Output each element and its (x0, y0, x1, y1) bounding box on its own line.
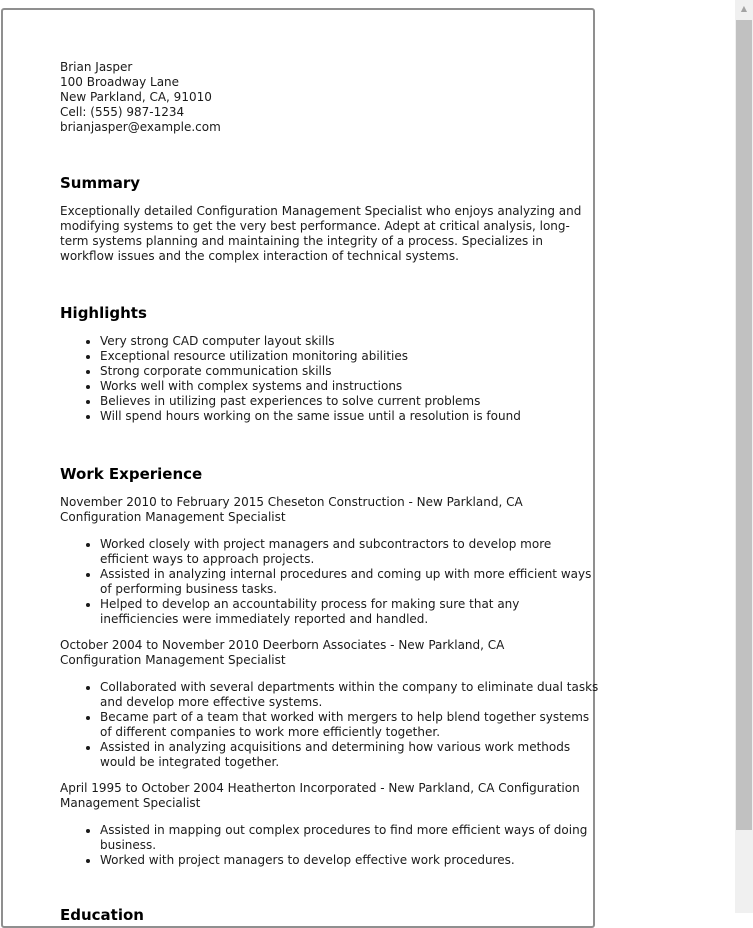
summary-section (60, 174, 600, 264)
scroll-up-arrow-icon[interactable]: ▲ (740, 4, 748, 13)
scrollbar-thumb[interactable] (736, 20, 752, 830)
job-bullets (60, 823, 600, 868)
job-bullet: • Worked closely with project managers and subcontractors to develop more efficient ways to approach projects. (100, 537, 600, 567)
job-entry (60, 781, 600, 868)
highlight-item: • Strong corporate communication skills (100, 364, 600, 379)
education-section (60, 906, 600, 924)
vertical-scrollbar[interactable] (735, 0, 753, 913)
highlights-section (60, 304, 600, 424)
job-bullets (60, 680, 600, 770)
contact-block (60, 60, 600, 135)
job-bullet: • Collaborated with several departments within the company to eliminate dual tasks and develop more effective systems. (100, 680, 600, 710)
highlight-item: • Will spend hours working on the same issue until a resolution is found (100, 409, 600, 424)
job-header: November 2010 to February 2015 Cheseton Construction - New Parkland, CA Configuration Management Specialist (60, 495, 523, 524)
job-bullet: • Became part of a team that worked with mergers to help blend together systems of different companies to work more efficiently together. (100, 710, 600, 740)
job-bullet: • Worked with project managers to develop effective work procedures. (100, 853, 600, 868)
highlight-item: • Works well with complex systems and instructions (100, 379, 600, 394)
resume-page (1, 8, 599, 928)
resume-content (60, 60, 600, 924)
job-header: April 1995 to October 2004 Heatherton Incorporated - New Parkland, CA Configuration Management Specialist (60, 781, 580, 810)
contact-city: New Parkland, CA, 91010 (60, 90, 212, 104)
contact-email: brianjasper@example.com (60, 120, 221, 134)
contact-street: 100 Broadway Lane (60, 75, 180, 89)
contact-name: Brian Jasper (60, 60, 133, 74)
summary-heading: Summary (60, 174, 141, 192)
job-bullet: • Assisted in mapping out complex procedures to find more efficient ways of doing business. (100, 823, 600, 853)
work-experience-section (60, 465, 600, 868)
highlight-item: • Believes in utilizing past experiences to solve current problems (100, 394, 600, 409)
highlight-item: • Very strong CAD computer layout skills (100, 334, 600, 349)
highlights-list (60, 334, 600, 424)
job-entry (60, 495, 600, 627)
summary-text: Exceptionally detailed Configuration Management Specialist who enjoys analyzing and modifying systems to get the very best performance. Adept at critical analysis, long-term systems planning and maintaining the integrity of a process. Specializes in workflow issues and the complex interaction of technical systems. (60, 204, 582, 263)
highlights-heading: Highlights (60, 304, 147, 322)
education-heading: Education (60, 906, 144, 924)
job-bullet: • Assisted in analyzing internal procedures and coming up with more efficient ways of performing business tasks. (100, 567, 600, 597)
work-experience-heading: Work Experience (60, 465, 203, 483)
job-bullet: • Assisted in analyzing acquisitions and determining how various work methods would be integrated together. (100, 740, 600, 770)
contact-cell: Cell: (555) 987-1234 (60, 105, 185, 119)
job-header: October 2004 to November 2010 Deerborn Associates - New Parkland, CA Configuration Management Specialist (60, 638, 505, 667)
highlight-item: • Exceptional resource utilization monitoring abilities (100, 349, 600, 364)
job-bullets (60, 537, 600, 627)
job-bullet: • Helped to develop an accountability process for making sure that any inefficiencies were immediately reported and handled. (100, 597, 600, 627)
job-entry (60, 638, 600, 770)
